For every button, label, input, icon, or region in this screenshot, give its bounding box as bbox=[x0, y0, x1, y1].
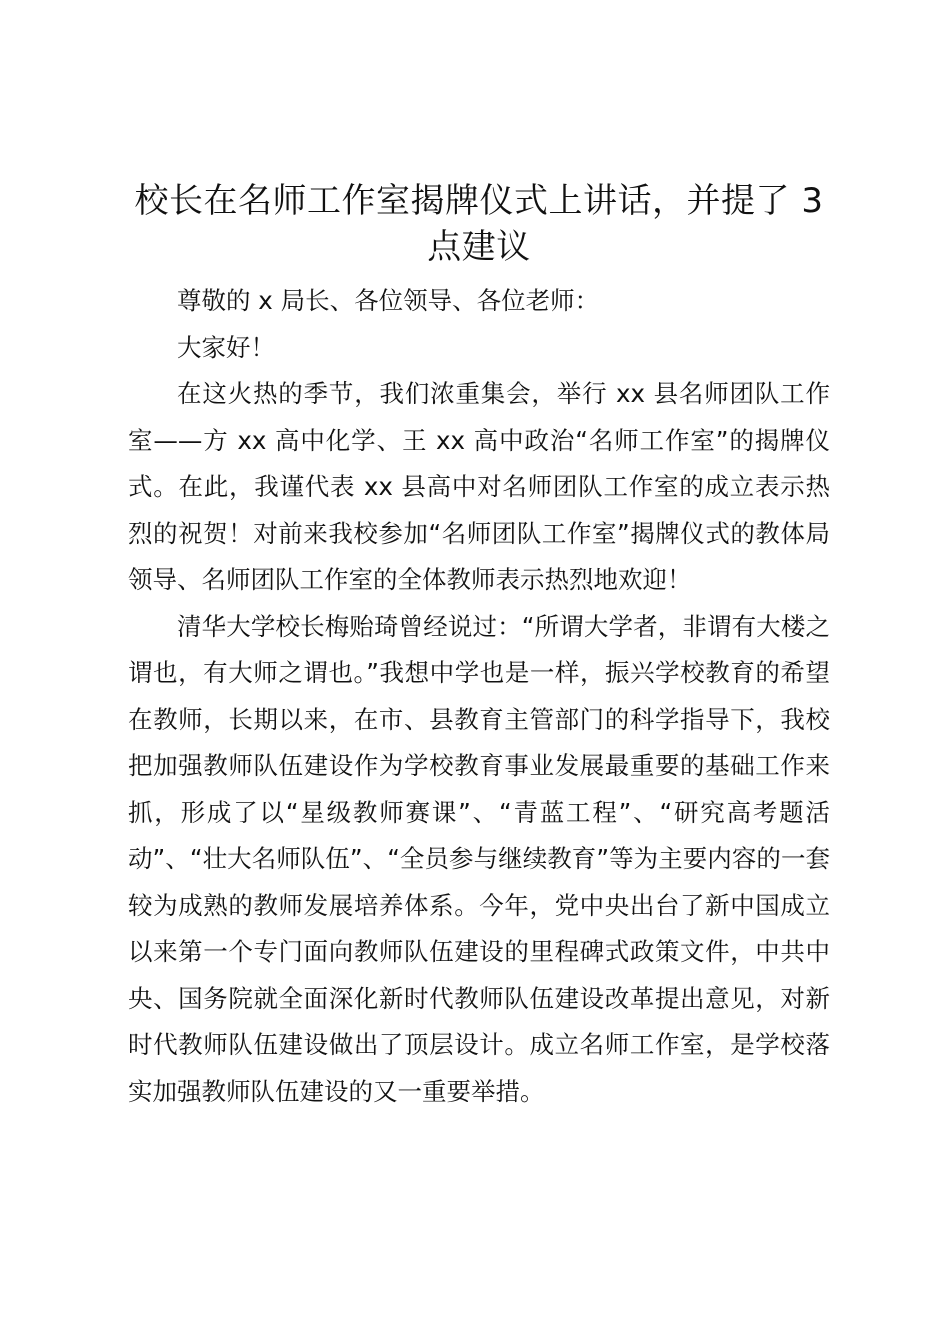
paragraph-greeting: 大家好！ bbox=[177, 332, 275, 362]
paragraph-quote: 清华大学校长梅贻琦曾经说过：“所谓大学者，非谓有大楼之谓也，有大师之谓也。”我想中学也是一样，振兴学校教育的希望在教师，长期以来，在市、县教育主管部门的科学指导下，我校把加强教师队伍建设作为学校教育事业发展最重要的基础工作来抓，形成了以“星级教师赛课”、“青蓝工程”、“研究高考题活动”、“壮大名师队伍”、“全员参与继续教育”等为主要内容的一套较为成熟的教师发展培养体系。今年，党中央出台了新中国成立以来第一个专门面向教师队伍建设的里程碑式政策文件，中共中央、国务院就全面深化新时代教师队伍建设改革提出意见，对新时代教师队伍建设做出了顶层设计。成立名师工作室，是学校落实加强教师队伍建设的又一重要举措。 bbox=[128, 611, 830, 1106]
paragraph-opening: 在这火热的季节，我们浓重集会，举行 xx 县名师团队工作室——方 xx 高中化学、王 xx 高中政治“名师工作室”的揭牌仪式。在此，我谨代表 xx 县高中对名师团队工作室的成立表示热烈的祝贺！对前来我校参加“名师团队工作室”揭牌仪式的教体局领导、名师团队工作室的全体教师表示热烈地欢迎！ bbox=[128, 379, 830, 594]
document-page bbox=[128, 178, 830, 1115]
paragraph-salutation: 尊敬的 x 局长、各位领导、各位老师： bbox=[177, 286, 600, 315]
document-body bbox=[128, 278, 830, 1115]
document-title: 校长在名师工作室揭牌仪式上讲话，并提了 3 点建议 bbox=[134, 181, 824, 267]
